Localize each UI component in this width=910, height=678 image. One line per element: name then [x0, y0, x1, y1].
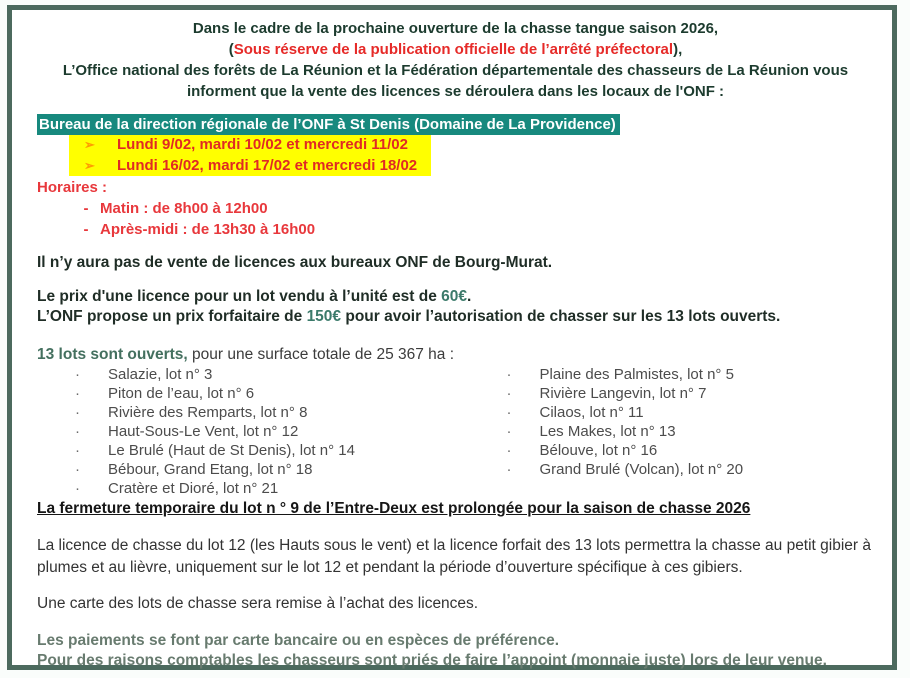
- dot-bullet-icon: ·: [75, 423, 80, 440]
- dash-bullet-icon: -: [83, 221, 89, 238]
- map-notice: Une carte des lots de chasse sera remise à l’achat des licences.: [37, 595, 479, 612]
- lot9-closure-statement: La fermeture temporaire du lot n ° 9 de l’Entre-Deux est prolongée pour la saison de chasse 2026: [37, 500, 751, 517]
- dot-bullet-icon: ·: [506, 366, 512, 383]
- dot-bullet-icon: ·: [75, 461, 80, 478]
- sale-dates-row-1: [69, 135, 431, 156]
- office-banner: Bureau de la direction régionale de l’ONF à St Denis (Domaine de La Providence): [37, 114, 620, 135]
- lots-column-left: [37, 365, 456, 498]
- price-unit-suffix: .: [467, 288, 472, 305]
- lot-label: Bébour, Grand Etang, lot n° 18: [108, 461, 313, 478]
- lots-columns: [37, 365, 874, 498]
- list-item: [456, 441, 875, 460]
- price-flat-suffix: pour avoir l’autorisation de chasser sur les 13 lots ouverts.: [341, 308, 781, 325]
- list-item: [37, 384, 456, 403]
- list-item: [37, 479, 456, 498]
- lot-label: Cratère et Dioré, lot n° 21: [108, 480, 279, 497]
- dot-bullet-icon: ·: [75, 404, 80, 421]
- dot-bullet-icon: ·: [75, 366, 80, 383]
- document-frame: [7, 5, 897, 670]
- list-item: [37, 441, 456, 460]
- document-content: [12, 10, 892, 671]
- list-item: [37, 460, 456, 479]
- list-item: [37, 365, 456, 384]
- list-item: [456, 365, 875, 384]
- lot-label: Bélouve, lot n° 16: [539, 442, 658, 459]
- sale-dates-1: Lundi 9/02, mardi 10/02 et mercredi 11/02: [117, 136, 408, 153]
- lots-column-right: [456, 365, 875, 498]
- price-flat-value: 150€: [306, 308, 342, 325]
- lot-label: Rivière des Remparts, lot n° 8: [108, 404, 308, 421]
- lot-label: Piton de l’eau, lot n° 6: [108, 385, 255, 402]
- horaires-label: Horaires :: [37, 179, 108, 196]
- lot-label: Le Brulé (Haut de St Denis), lot n° 14: [108, 442, 355, 459]
- arrow-bullet-icon: ➢: [84, 137, 95, 152]
- horaire-row-matin: [37, 198, 874, 219]
- lot-label: Salazie, lot n° 3: [108, 366, 213, 383]
- payments-block: [37, 631, 874, 671]
- paren-close: ),: [673, 41, 683, 58]
- horaire-apresmidi: Après-midi : de 13h30 à 16h00: [100, 221, 316, 238]
- list-item: [456, 384, 875, 403]
- dot-bullet-icon: ·: [75, 442, 80, 459]
- payments-line-2: Pour des raisons comptables les chasseurs sont priés de faire l’appoint (monnaie juste) lors de leur venue.: [37, 652, 827, 669]
- header-line-2: [37, 39, 874, 60]
- dot-bullet-icon: ·: [506, 442, 512, 459]
- lot-label: Grand Brulé (Volcan), lot n° 20: [539, 461, 744, 478]
- dot-bullet-icon: ·: [506, 461, 512, 478]
- licence-lot12-paragraph: La licence de chasse du lot 12 (les Hauts sous le vent) et la licence forfait des 13 lots permettra la chasse au petit gibier à plumes et au lièvre, uniquement sur le lot 12 et pendant la période d’ouverture spécifique à ces gibiers.: [37, 537, 872, 576]
- dot-bullet-icon: ·: [75, 385, 80, 402]
- lot-label: Les Makes, lot n° 13: [539, 423, 676, 440]
- header-line-3a: L’Office national des forêts de La Réunion et la Fédération départementale des chasseurs de La Réunion vous: [62, 62, 849, 79]
- dash-bullet-icon: -: [83, 200, 89, 217]
- lot-label: Rivière Langevin, lot n° 7: [539, 385, 707, 402]
- list-item: [456, 422, 875, 441]
- dot-bullet-icon: ·: [506, 385, 512, 402]
- dot-bullet-icon: ·: [506, 423, 512, 440]
- no-sale-notice: Il n’y aura pas de vente de licences aux bureaux ONF de Bourg-Murat.: [37, 254, 553, 271]
- lots-intro-highlight: 13 lots sont ouverts,: [37, 346, 188, 363]
- sale-dates-2: Lundi 16/02, mardi 17/02 et mercredi 18/02: [117, 156, 418, 174]
- header-line-2-red: Sous réserve de la publication officielle de l’arrêté préfectoral: [233, 41, 674, 58]
- horaire-row-apresmidi: [37, 219, 874, 240]
- lot-label: Plaine des Palmistes, lot n° 5: [539, 366, 734, 383]
- list-item: [37, 403, 456, 422]
- header-block: [37, 18, 874, 102]
- lots-intro: [37, 345, 874, 365]
- price-unit-line: [37, 287, 874, 307]
- price-flat-prefix: L’ONF propose un prix forfaitaire de: [37, 308, 307, 325]
- list-item: [456, 460, 875, 479]
- sale-dates-row-2: [69, 156, 431, 177]
- payments-line-1: Les paiements se font par carte bancaire ou en espèces de préférence.: [37, 632, 560, 649]
- horaire-matin: Matin : de 8h00 à 12h00: [100, 200, 268, 217]
- paren-open: (: [228, 41, 234, 58]
- arrow-bullet-icon: ➢: [84, 157, 95, 173]
- dot-bullet-icon: ·: [75, 480, 80, 497]
- lot-label: Cilaos, lot n° 11: [539, 404, 644, 421]
- header-line-3b: informent que la vente des licences se déroulera dans les locaux de l'ONF :: [186, 83, 725, 100]
- price-flat-line: [37, 307, 874, 327]
- lot-label: Haut-Sous-Le Vent, lot n° 12: [108, 423, 299, 440]
- list-item: [456, 403, 875, 422]
- list-item: [37, 422, 456, 441]
- price-unit-prefix: Le prix d'une licence pour un lot vendu à l’unité est de: [37, 288, 442, 305]
- dot-bullet-icon: ·: [506, 404, 512, 421]
- price-unit-value: 60€: [441, 288, 468, 305]
- header-line-1: Dans le cadre de la prochaine ouverture de la chasse tangue saison 2026,: [192, 20, 719, 37]
- lots-intro-rest: pour une surface totale de 25 367 ha :: [187, 346, 455, 363]
